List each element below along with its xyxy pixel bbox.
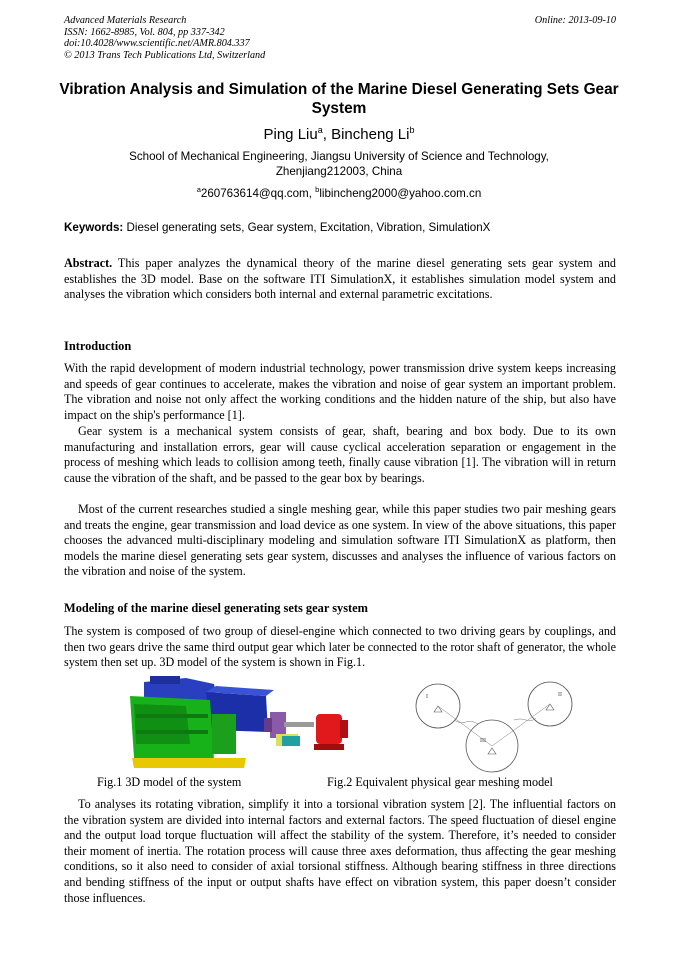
abstract-text: This paper analyzes the dynamical theory of the marine diesel generating sets gear system and establishes the 3D model. Base on the software ITI SimulationX, it establishes simulation model system and analyses the vibration which considers both internal and external parametric excitations. bbox=[64, 256, 616, 302]
figure-1-caption: Fig.1 3D model of the system bbox=[97, 775, 242, 789]
online-date: Online: 2013-09-10 bbox=[534, 15, 616, 26]
author-1: Ping Liu bbox=[263, 126, 318, 143]
author-2-mark: b bbox=[409, 125, 415, 135]
modeling-paragraph-1: The system is composed of two group of diesel-engine which connected to two driving gears by couplings, and then two gears drive the same third output gear which later be connected to the rotor shaft of generator, the whole system then set up. 3D model of the system is shown in Fig.1. bbox=[64, 624, 616, 670]
generator bbox=[316, 714, 342, 744]
email-1-mark: a bbox=[196, 185, 201, 194]
modeling-paragraph-2: To analyses its rotating vibration, simplify it into a torsional vibration system [2]. The influential factors on the vibration system are divided into internal factors and external factors. The speed fluctuation of diesel engine and the output load torque fluctuation will affect the stability of the system. Therefore, it’s needed to consider their moment of inertia. The rotation process will cause three axes deformation, thus affecting the gear meshing conditions, so it also need to consider of axial torsional stiffness. Although bearing stiffness in three directions and bending stiffness of the input or output shafts have effect on vibration system, this paper doesn’t consider those influences. bbox=[64, 797, 616, 905]
keywords-text: Diesel generating sets, Gear system, Excitation, Vibration, SimulationX bbox=[123, 221, 491, 234]
affiliation: School of Mechanical Engineering, Jiangsu University of Science and Technology, Zhenjiang212003, China bbox=[129, 150, 549, 178]
abstract-label: Abstract. bbox=[64, 256, 113, 270]
paper-title: Vibration Analysis and Simulation of the Marine Diesel Generating Sets Gear System bbox=[59, 81, 619, 117]
engine-base bbox=[132, 758, 246, 768]
email-2[interactable]: libincheng2000@yahoo.com.cn bbox=[319, 186, 482, 200]
issn: ISSN: 1662-8985, Vol. 804, pp 337-342 bbox=[64, 26, 225, 38]
authors bbox=[0, 125, 678, 143]
email-separator: , bbox=[308, 186, 316, 200]
figure-2-gear-model bbox=[410, 676, 580, 776]
email-2-mark: b bbox=[315, 185, 320, 194]
author-2: Bincheng Li bbox=[331, 126, 410, 143]
intro-heading: Introduction bbox=[64, 339, 132, 353]
gear-3-label: III bbox=[480, 738, 486, 744]
author-1-mark: a bbox=[317, 125, 323, 135]
journal-header bbox=[64, 15, 616, 61]
abstract bbox=[64, 256, 616, 303]
keywords bbox=[64, 221, 616, 234]
doi: doi:10.4028/www.scientific.net/AMR.804.337 bbox=[64, 38, 250, 50]
figure-2-caption: Fig.2 Equivalent physical gear meshing model bbox=[327, 775, 553, 789]
author-separator: , bbox=[322, 126, 332, 143]
gear-2-label: II bbox=[558, 692, 562, 698]
journal-name: Advanced Materials Research bbox=[64, 15, 187, 26]
intro-paragraph-1: With the rapid development of modern industrial technology, power transmission drive system keeps increasing and speeds of gear continues to accelerate, makes the vibration and noise of gear system an important problem. The vibration and noise not only affect the working conditions and the hidden nature of the ship, but also have impact on the ship's performance [1]. bbox=[64, 361, 616, 422]
gear-1-label: I bbox=[426, 694, 428, 700]
figure-1-3d-model bbox=[126, 674, 356, 774]
intro-paragraph-2: Gear system is a mechanical system consists of gear, shaft, bearing and box body. Due to its own manufacturing and installation errors, gear will cause cyclical acceleration separation or engagement in the process of meshing which leads to collision among teeth, finally cause vibration [1]. The vibration will in return cause the vibration of the shaft, and be passed to the gear box by bearings. bbox=[64, 424, 616, 485]
emails bbox=[0, 185, 678, 200]
intro-paragraph-3: Most of the current researches studied a single meshing gear, while this paper studies two pair meshing gears and treats the engine, gear transmission and load device as one system. In view of the above situations, this paper chooses the advanced multi-disciplinary modeling and simulation software ITI SimulationX as platform, then models the marine diesel generating sets gear system, discusses and analyses the influence of various factors on the vibration and noise of the system. bbox=[64, 502, 616, 579]
email-1[interactable]: 260763614@qq.com bbox=[200, 186, 309, 200]
modeling-heading: Modeling of the marine diesel generating sets gear system bbox=[64, 601, 368, 615]
copyright: © 2013 Trans Tech Publications Ltd, Switzerland bbox=[64, 49, 266, 61]
keywords-label: Keywords: bbox=[64, 221, 124, 234]
